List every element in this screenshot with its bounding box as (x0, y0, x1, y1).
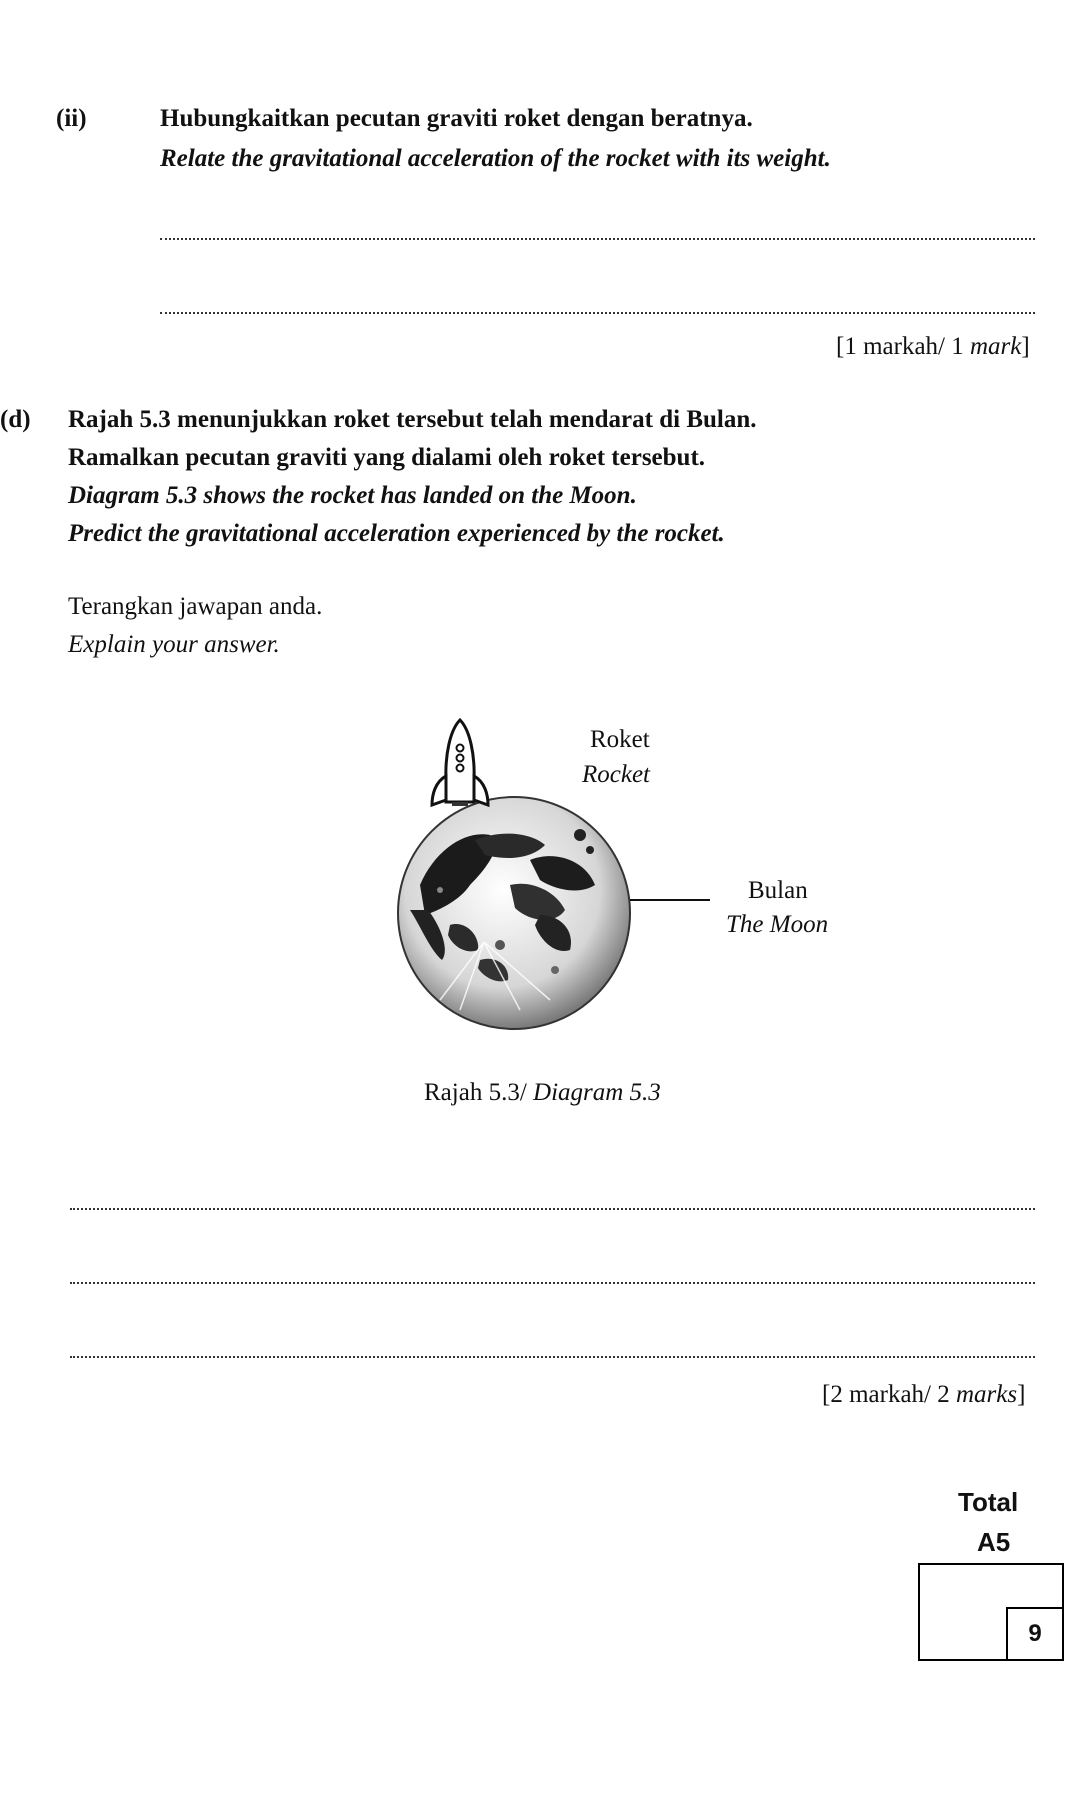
part-d-line1-en: Diagram 5.3 shows the rocket has landed on the Moon. (68, 482, 637, 509)
moon-label-en: The Moon (726, 911, 829, 938)
answer-line-d-1[interactable] (70, 1208, 1035, 1210)
part-ii-question-ms: Hubungkaitkan pecutan graviti roket dengan beratnya. (160, 105, 753, 132)
part-ii-marks: [1 markah/ 1 mark] (836, 333, 1030, 360)
max-score-box (1006, 1607, 1064, 1661)
total-label: Total (958, 1487, 1019, 1517)
rocket-label-en: Rocket (582, 761, 651, 788)
rocket-label-ms: Roket (590, 726, 650, 753)
part-d-marks: [2 markah/ 2 marks] (822, 1381, 1026, 1408)
answer-line-ii-1[interactable] (160, 238, 1035, 240)
part-d-label: (d) (0, 406, 31, 433)
part-d-line2-ms: Ramalkan pecutan graviti yang dialami oleh roket tersebut. (68, 444, 706, 471)
part-d-explain-en: Explain your answer. (68, 631, 280, 658)
part-d-line1-ms: Rajah 5.3 menunjukkan roket tersebut telah mendarat di Bulan. (68, 406, 757, 433)
moon-icon (398, 797, 630, 1029)
max-score: 9 (1028, 1620, 1042, 1647)
diagram-caption: Rajah 5.3/ Diagram 5.3 (424, 1079, 661, 1106)
answer-line-d-3[interactable] (70, 1356, 1035, 1358)
part-d-line2-en: Predict the gravitational acceleration experienced by the rocket. (68, 520, 725, 547)
answer-line-d-2[interactable] (70, 1282, 1035, 1284)
part-ii-question-en: Relate the gravitational acceleration of the rocket with its weight. (160, 145, 831, 172)
part-ii-label: (ii) (56, 105, 87, 132)
rocket-icon (432, 720, 488, 806)
moon-label-ms: Bulan (748, 877, 808, 904)
answer-line-ii-2[interactable] (160, 312, 1035, 314)
section-label: A5 (977, 1527, 1011, 1557)
part-d-explain-ms: Terangkan jawapan anda. (68, 593, 323, 620)
